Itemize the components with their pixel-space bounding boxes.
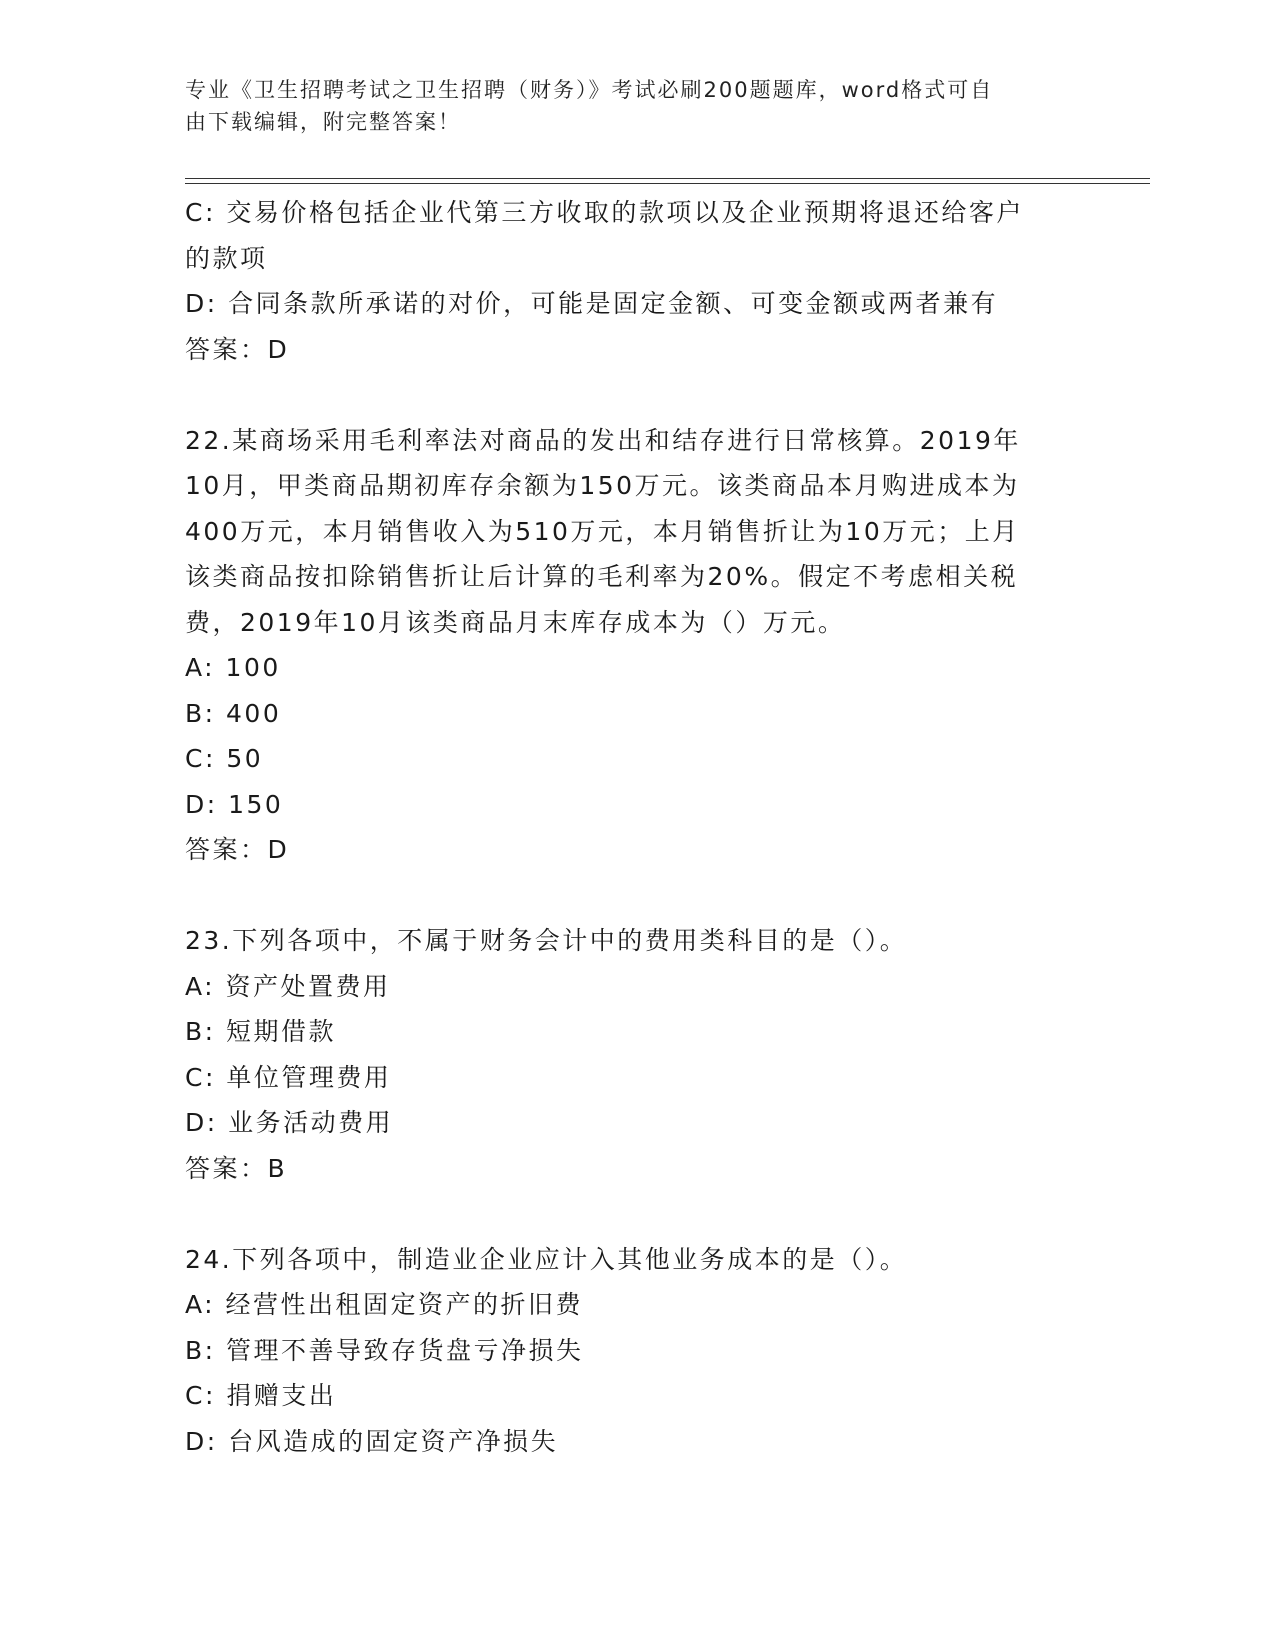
question-21-tail: [185, 190, 1065, 372]
question-23: [185, 918, 1065, 1191]
option-c-line-1: C: 交易价格包括企业代第三方收取的款项以及企业预期将退还给客户: [185, 198, 1024, 227]
question-stem-line: 400万元，本月销售收入为510万元，本月销售折让为10万元；上月: [185, 516, 1020, 546]
option-a: A: 资产处置费用: [185, 971, 391, 1001]
header-line-1: 专业《卫生招聘考试之卫生招聘（财务）》考试必刷200题题库，word格式可自: [185, 78, 994, 102]
option-c: C: 50: [185, 744, 264, 773]
document-header: [185, 74, 1065, 138]
document-body: [185, 190, 1065, 1464]
spacer: [185, 372, 1065, 418]
option-c: C: 捐赠支出: [185, 1381, 337, 1410]
option-c: C: 单位管理费用: [185, 1062, 392, 1092]
question-22: [185, 418, 1065, 873]
question-stem-line: 22.某商场采用毛利率法对商品的发出和结存进行日常核算。2019年: [185, 425, 1021, 455]
question-stem: 23.下列各项中，不属于财务会计中的费用类科目的是（）。: [185, 926, 908, 955]
question-stem-line: 该类商品按扣除销售折让后计算的毛利率为20%。假定不考虑相关税: [185, 562, 1019, 591]
header-rule-top: [185, 178, 1150, 179]
answer: 答案：D: [185, 334, 290, 364]
option-b: B: 短期借款: [185, 1017, 337, 1046]
option-a: A: 经营性出租固定资产的折旧费: [185, 1290, 584, 1319]
question-stem-line: 10月，甲类商品期初库存余额为150万元。该类商品本月购进成本为: [185, 471, 1020, 500]
header-line-2: 由下载编辑，附完整答案！: [185, 110, 461, 134]
question-stem-line: 费，2019年10月该类商品月末库存成本为（）万元。: [185, 607, 846, 637]
question-stem: 24.下列各项中，制造业企业应计入其他业务成本的是（）。: [185, 1244, 908, 1274]
answer: 答案：B: [185, 1153, 288, 1183]
spacer: [185, 1191, 1065, 1237]
header-rule-bottom: [185, 183, 1150, 184]
option-d: D: 业务活动费用: [185, 1108, 394, 1137]
option-d: D: 合同条款所承诺的对价，可能是固定金额、可变金额或两者兼有: [185, 289, 999, 318]
option-b: B: 管理不善导致存货盘亏净损失: [185, 1335, 584, 1365]
option-b: B: 400: [185, 698, 282, 728]
option-d: D: 台风造成的固定资产净损失: [185, 1426, 559, 1456]
option-c-line-2: 的款项: [185, 243, 268, 273]
option-a: A: 100: [185, 653, 281, 682]
answer: 答案：D: [185, 835, 290, 864]
spacer: [185, 873, 1065, 919]
option-d: D: 150: [185, 789, 284, 819]
question-24: [185, 1237, 1065, 1465]
